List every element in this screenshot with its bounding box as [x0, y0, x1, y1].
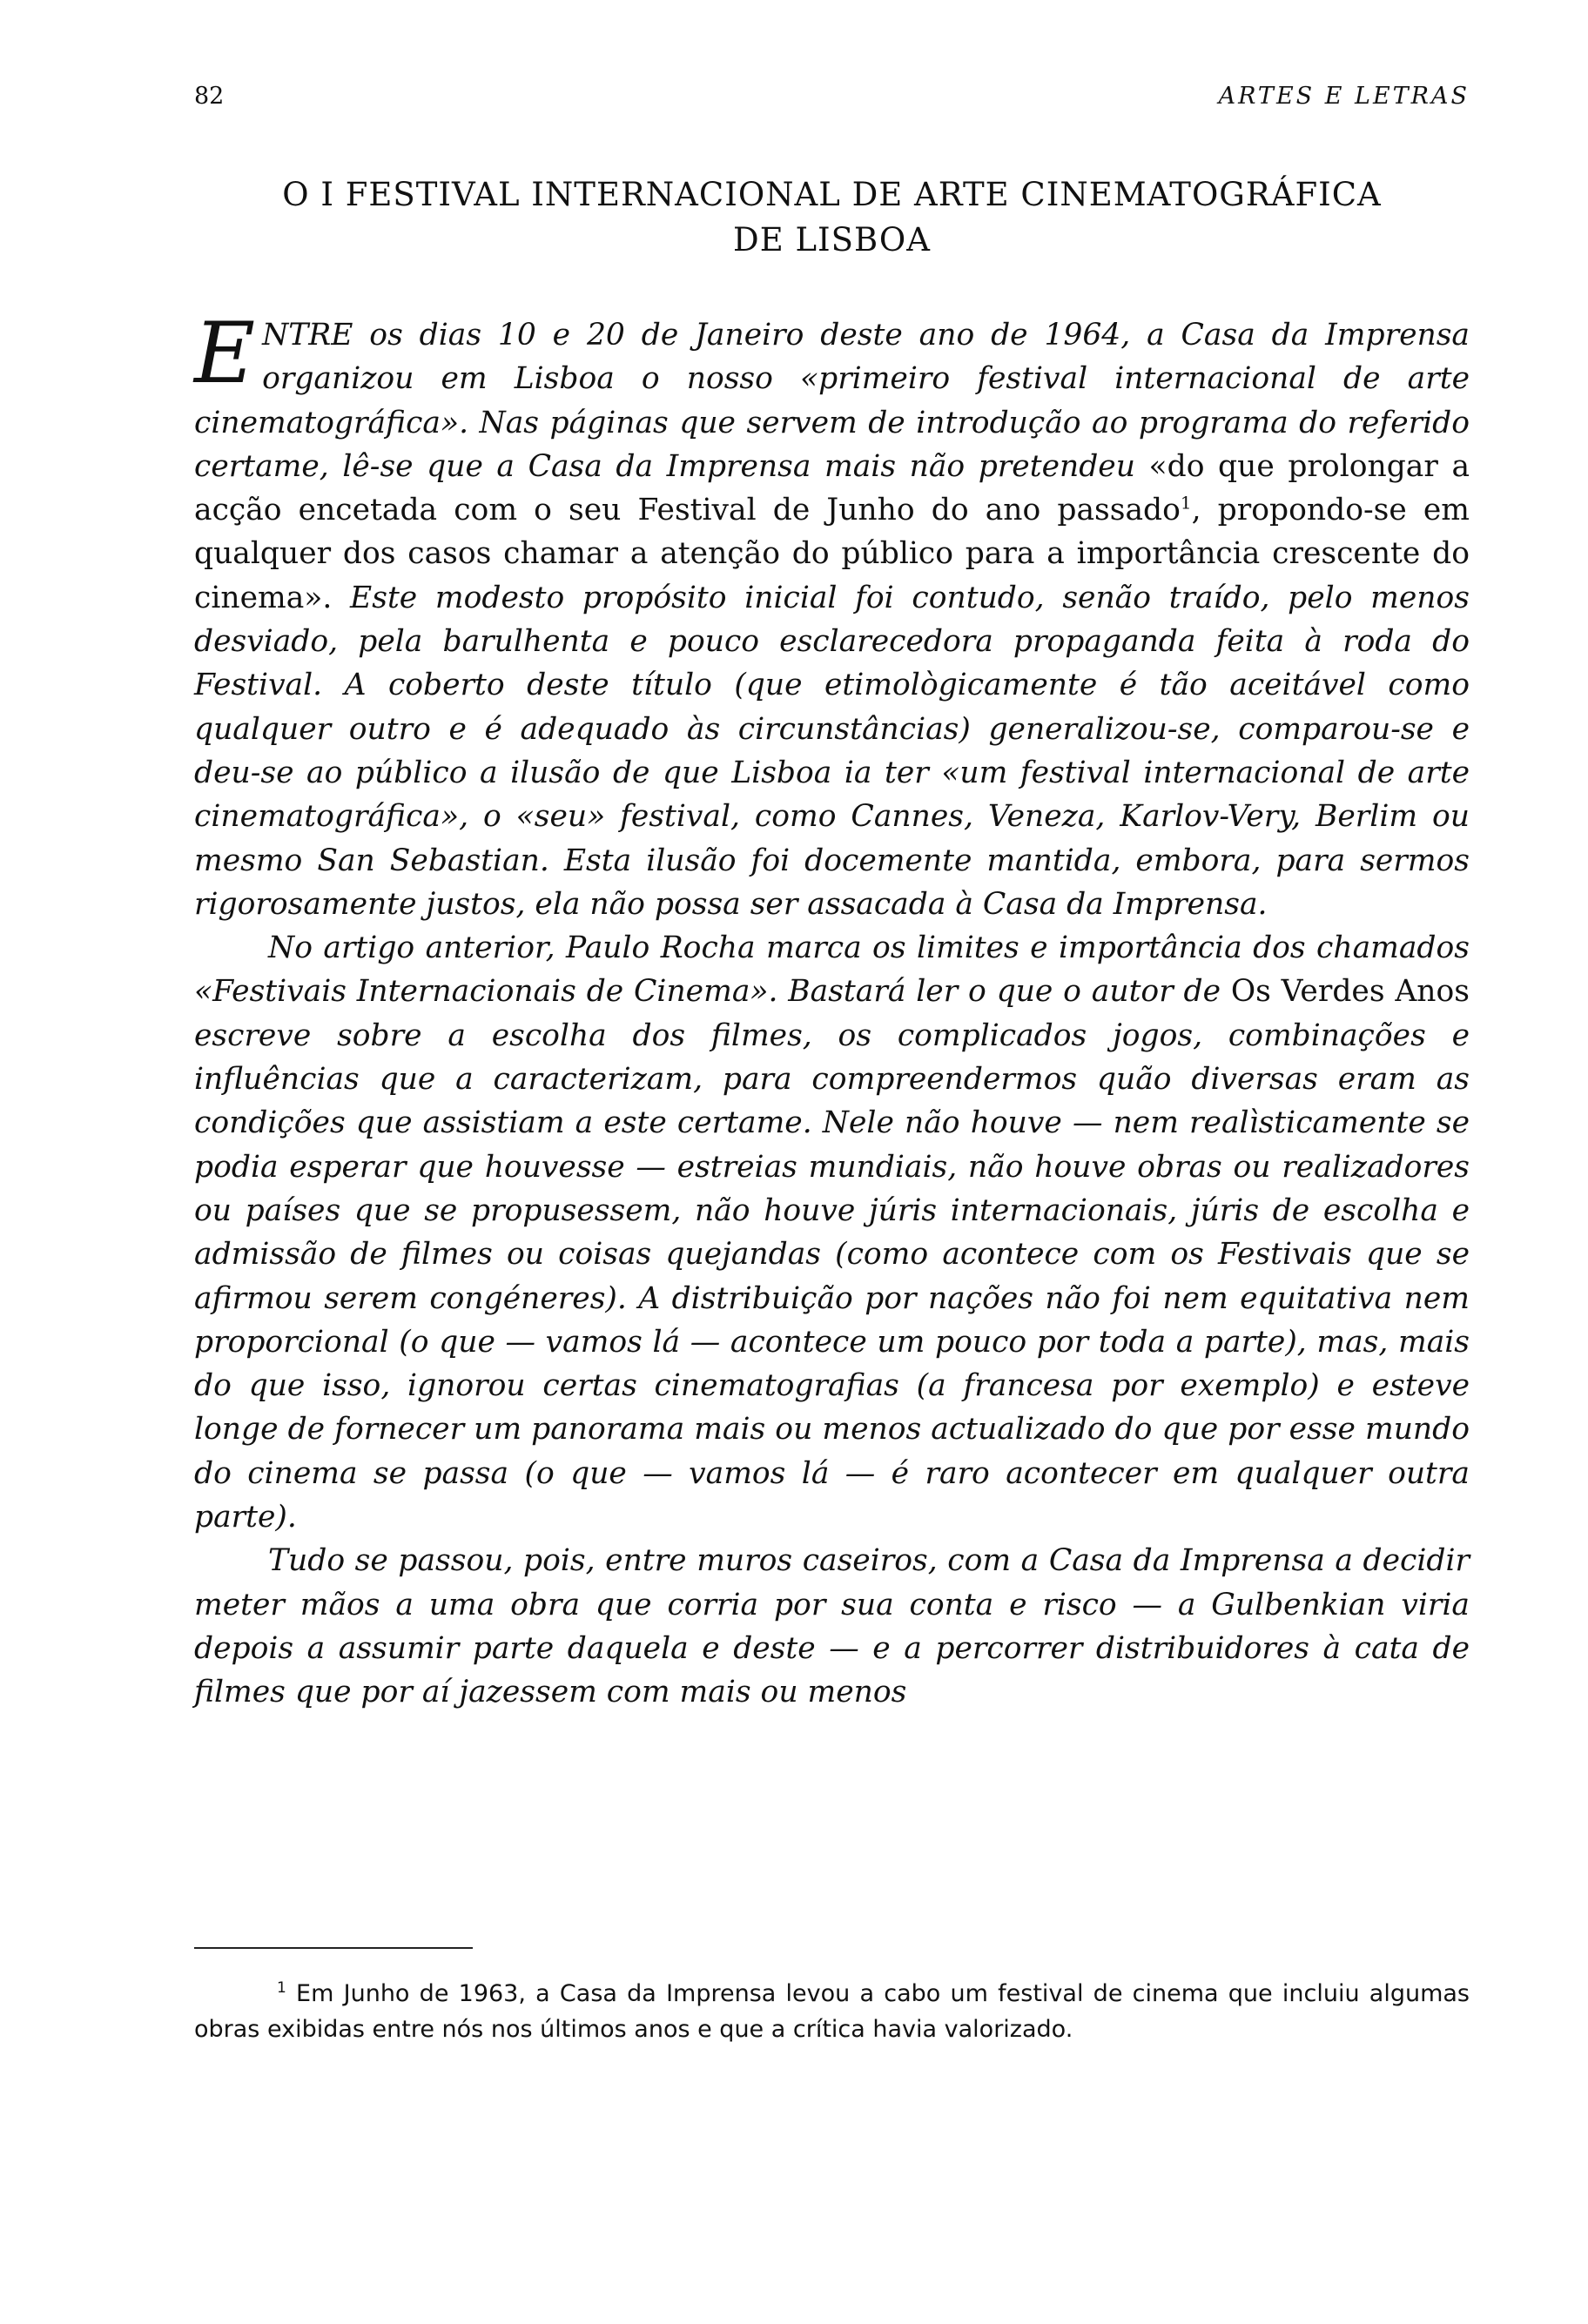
page-number: 82	[194, 83, 225, 110]
journal-title: ARTES E LETRAS	[1218, 83, 1470, 110]
paragraph-2	[194, 926, 1470, 1539]
article-title	[194, 172, 1470, 263]
paragraph-2-closing: escreve sobre a escolha dos filmes, os complicados jogos, combinações e influências que a caracterizam, para compreendermos quão diversas eram as condições que assistiam a este certame. Nele não houve — nem realìsticamente se podia esperar que houvesse — estreias mundiais, não houve obras ou realizadores ou países que se propusessem, não houve júris internacionais, júris de escolha e admissão de filmes ou coisas quejandas (como acontece com os Festivais que se afirmou serem congéneres). A distribuição por nações não foi nem equitativa nem proporcional (o que — vamos lá — acontece um pouco por toda a parte), mas, mais do que isso, ignorou certas cinematografias (a francesa por exemplo) e esteve longe de fornecer um panorama mais ou menos actualizado do que por esse mundo do cinema se passa (o que — vamos lá — é raro acontecer em qualquer outra parte).	[194, 1018, 1470, 1535]
paragraph-3: Tudo se passou, pois, entre muros caseiros, com a Casa da Imprensa a decidir meter mãos a uma obra que corria por sua conta e risco — a Gulbenkian viria depois a assumir parte daquela e deste — e a percorrer distribuidores à cata de filmes que por aí jazessem com mais ou menos	[194, 1543, 1470, 1710]
article-title-line-2: DE LISBOA	[733, 221, 931, 259]
film-title: Os Verdes Anos	[1221, 974, 1470, 1010]
footnote-mark: 1	[277, 1979, 286, 1997]
paragraph-1-opening: NTRE os dias 10 e 20 de Janeiro deste ano de 1964, a Casa da Imprensa organizou em Lisboa o nosso «primeiro festival internacional de arte cinematográfica». Nas páginas que servem de introdução ao programa do referido certame, lê-se que a Casa da Imprensa mais não pretendeu	[194, 318, 1470, 484]
article-body	[194, 305, 1470, 1715]
paragraph-1-quote-end: , propondo-se em qualquer dos casos chamar a atenção do público para a importância crescente do cinema».	[194, 493, 1470, 615]
footnote-text: Em Junho de 1963, a Casa da Imprensa levou a cabo um festival de cinema que incluiu algumas obras exibidas entre nós nos últimos anos e que a crítica havia valorizado.	[194, 1980, 1470, 2043]
paragraph-1-closing: Este modesto propósito inicial foi contudo, senão traído, pelo menos desviado, pela barulhenta e pouco esclarecedora propaganda feita à roda do Festival. A coberto deste título (que etimològicamente é tão aceitável como qualquer outro e é adequado às circunstâncias) generalizou-se, comparou-se e deu-se ao público a ilusão de que Lisboa ia ter «um festival internacional de arte cinematográfica», o «seu» festival, como Cannes, Veneza, Karlov-Very, Berlim ou mesmo San Sebastian. Esta ilusão foi docemente mantida, embora, para sermos rigorosamente justos, ela não possa ser assacada à Casa da Imprensa.	[194, 580, 1470, 922]
article-title-line-1: O I FESTIVAL INTERNACIONAL DE ARTE CINEMATOGRÁFICA	[282, 176, 1382, 213]
footnote-reference: 1	[1180, 492, 1192, 514]
footnote-divider	[194, 1947, 473, 1949]
paragraph-1	[194, 305, 1470, 926]
paragraph-1-quote: «do que prolongar a acção encetada com o seu Festival de Junho do ano passado	[194, 448, 1470, 528]
running-header	[194, 83, 1470, 118]
footnote	[194, 1976, 1470, 2047]
drop-cap: E	[194, 305, 256, 402]
paragraph-2-opening: No artigo anterior, Paulo Rocha marca os limites e importância dos chamados «Festivais Internacionais de Cinema». Bastará ler o que o autor de	[194, 930, 1470, 1010]
